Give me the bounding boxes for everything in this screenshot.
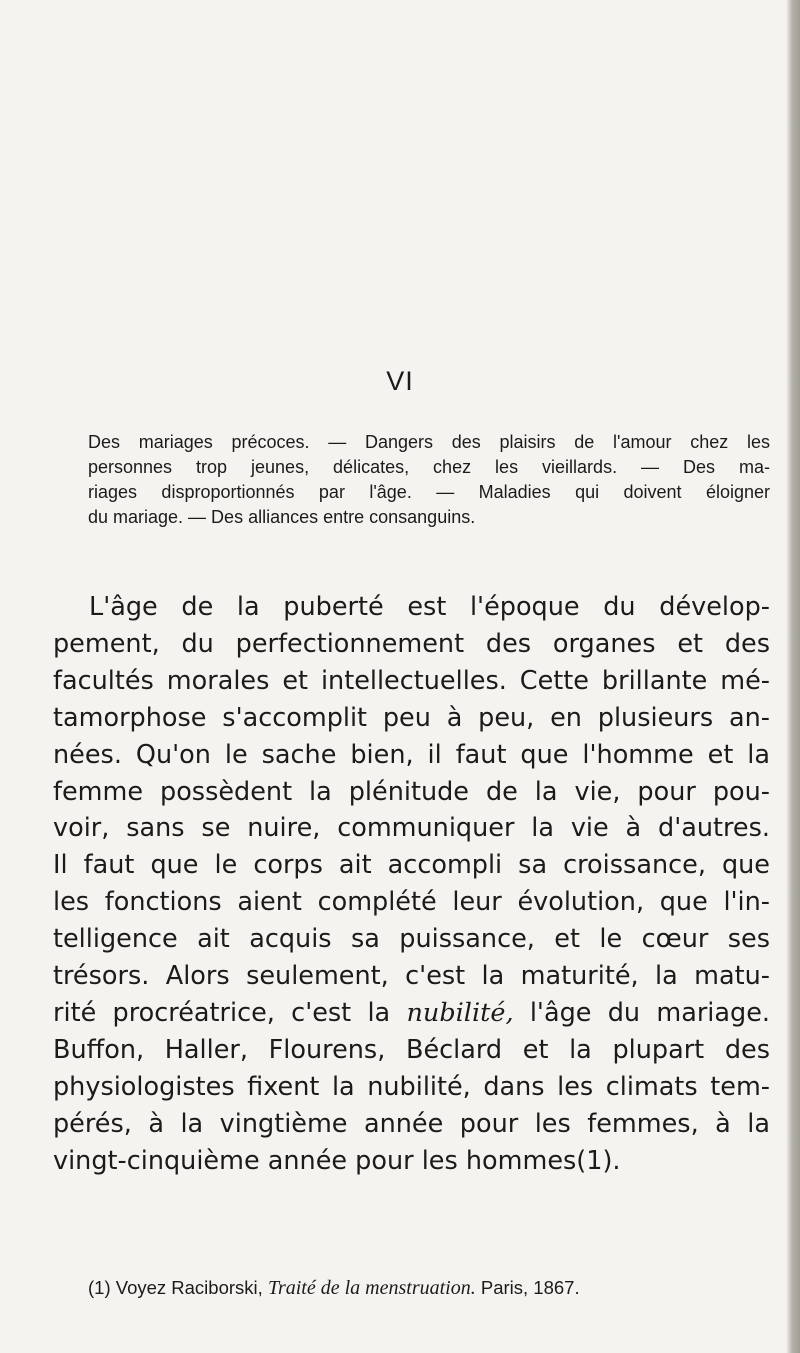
footnote-text: (1) Voyez Raciborski, — [88, 1277, 268, 1298]
footnote-text: Paris, 1867. — [475, 1277, 580, 1298]
body-line: telligence ait acquis sa puissance, et le cœur ses — [53, 924, 770, 955]
summary-line: personnes trop jeunes, délicates, chez les vieillards. — Des ma- — [88, 457, 770, 477]
page-edge-shadow — [786, 0, 800, 1353]
footnote — [88, 1276, 770, 1300]
body-line: Buffon, Haller, Flourens, Béclard et la plupart des — [53, 1034, 770, 1065]
chapter-summary — [88, 430, 770, 530]
body-line: tamorphose s'accomplit peu à peu, en plusieurs an- — [53, 702, 770, 733]
body-line: facultés morales et intellectuelles. Cette brillante mé- — [53, 665, 770, 696]
summary-line: du mariage. — Des alliances entre consanguins. — [88, 507, 476, 527]
body-line: pement, du perfectionnement des organes et des — [53, 628, 770, 659]
footnote-book-title: Traité de la menstruation. — [267, 1277, 476, 1299]
body-line: les fonctions aient complété leur évolution, que l'in- — [53, 887, 770, 918]
body-line-part: l'âge du mariage. — [513, 997, 771, 1028]
body-line: trésors. Alors seulement, c'est la maturité, la matu- — [53, 961, 770, 992]
summary-line: riages disproportionnés par l'âge. — Maladies qui doivent éloigner — [88, 482, 770, 502]
body-line-part: rité procréatrice, c'est la — [53, 997, 407, 1028]
body-line-with-italic — [53, 995, 770, 1032]
body-line: Il faut que le corps ait accompli sa croissance, que — [53, 850, 770, 881]
summary-line: Des mariages précoces. — Dangers des plaisirs de l'amour chez les — [88, 432, 770, 452]
body-line: L'âge de la puberté est l'époque du dévelop- — [89, 592, 770, 622]
body-line: femme possèdent la plénitude de la vie, pour pou- — [53, 776, 770, 807]
body-line: physiologistes fixent la nubilité, dans les climats tem- — [53, 1071, 770, 1102]
body-paragraph — [53, 589, 770, 1180]
body-line: nées. Qu'on le sache bien, il faut que l'homme et la — [53, 739, 770, 770]
body-line: voir, sans se nuire, communiquer la vie à d'autres. — [53, 813, 770, 844]
italic-term-nubilite: nubilité, — [406, 997, 514, 1028]
body-line: pérés, à la vingtième année pour les femmes, à la — [53, 1108, 770, 1139]
chapter-number: VI — [386, 366, 414, 396]
body-line: vingt-cinquième année pour les hommes(1). — [53, 1145, 621, 1176]
